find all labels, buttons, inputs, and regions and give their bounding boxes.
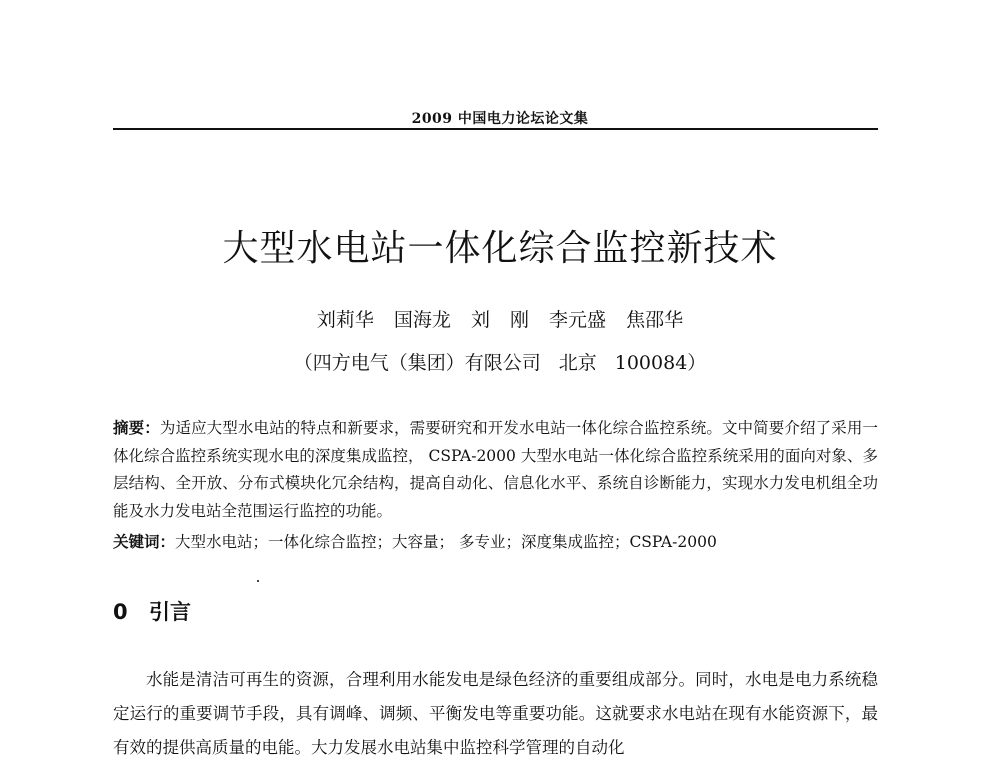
author-list: 刘莉华 国海龙 刘 刚 李元盛 焦邵华: [316, 309, 684, 331]
keywords-label: 关键词：: [113, 532, 176, 551]
affiliation-postcode: 100084）: [614, 352, 707, 374]
body-paragraph: 水能是清洁可再生的资源，合理利用水能发电是绿色经济的重要组成部分。同时，水电是电力系统稳定运行的重要调节手段，具有调峰、调频、平衡发电等重要功能。这就要求水电站在现有水能资源下，最有效的提供高质量的电能。大力发展水电站集中监控科学管理的自动化: [113, 670, 878, 757]
keywords-text: 大型水电站；一体化综合监控；大容量； 多专业；深度集成监控；CSPA-2000: [175, 533, 717, 551]
section-title: 引言: [149, 600, 191, 624]
affiliation-org: （四方电气（集团）有限公司: [293, 352, 541, 374]
keywords: [113, 528, 878, 556]
abstract: [113, 414, 878, 525]
abstract-text: 为适应大型水电站的特点和新要求，需要研究和开发水电站一体化综合监控系统。文中简要介绍了采用一体化综合监控系统实现水电的深度集成监控， CSPA-2000 大型水电站一体化综合监控系统采用的面向对象、多层结构、全开放、分布式模块化冗余结构，提高自动化、信息化水平、系统自诊断能力，实现水力发电机组全功能及水力发电站全范围运行监控的功能。: [113, 419, 878, 520]
stray-dot: [257, 580, 259, 582]
running-header: 2009 中国电力论坛论文集: [411, 111, 589, 127]
affiliation-city: 北京: [558, 352, 597, 374]
affiliation: [0, 348, 1000, 375]
section-heading: [113, 596, 191, 626]
paper-title: 大型水电站一体化综合监控新技术: [222, 228, 778, 269]
abstract-label: 摘要：: [113, 418, 160, 437]
header-rule: [113, 128, 878, 130]
section-number: 0: [113, 600, 128, 624]
